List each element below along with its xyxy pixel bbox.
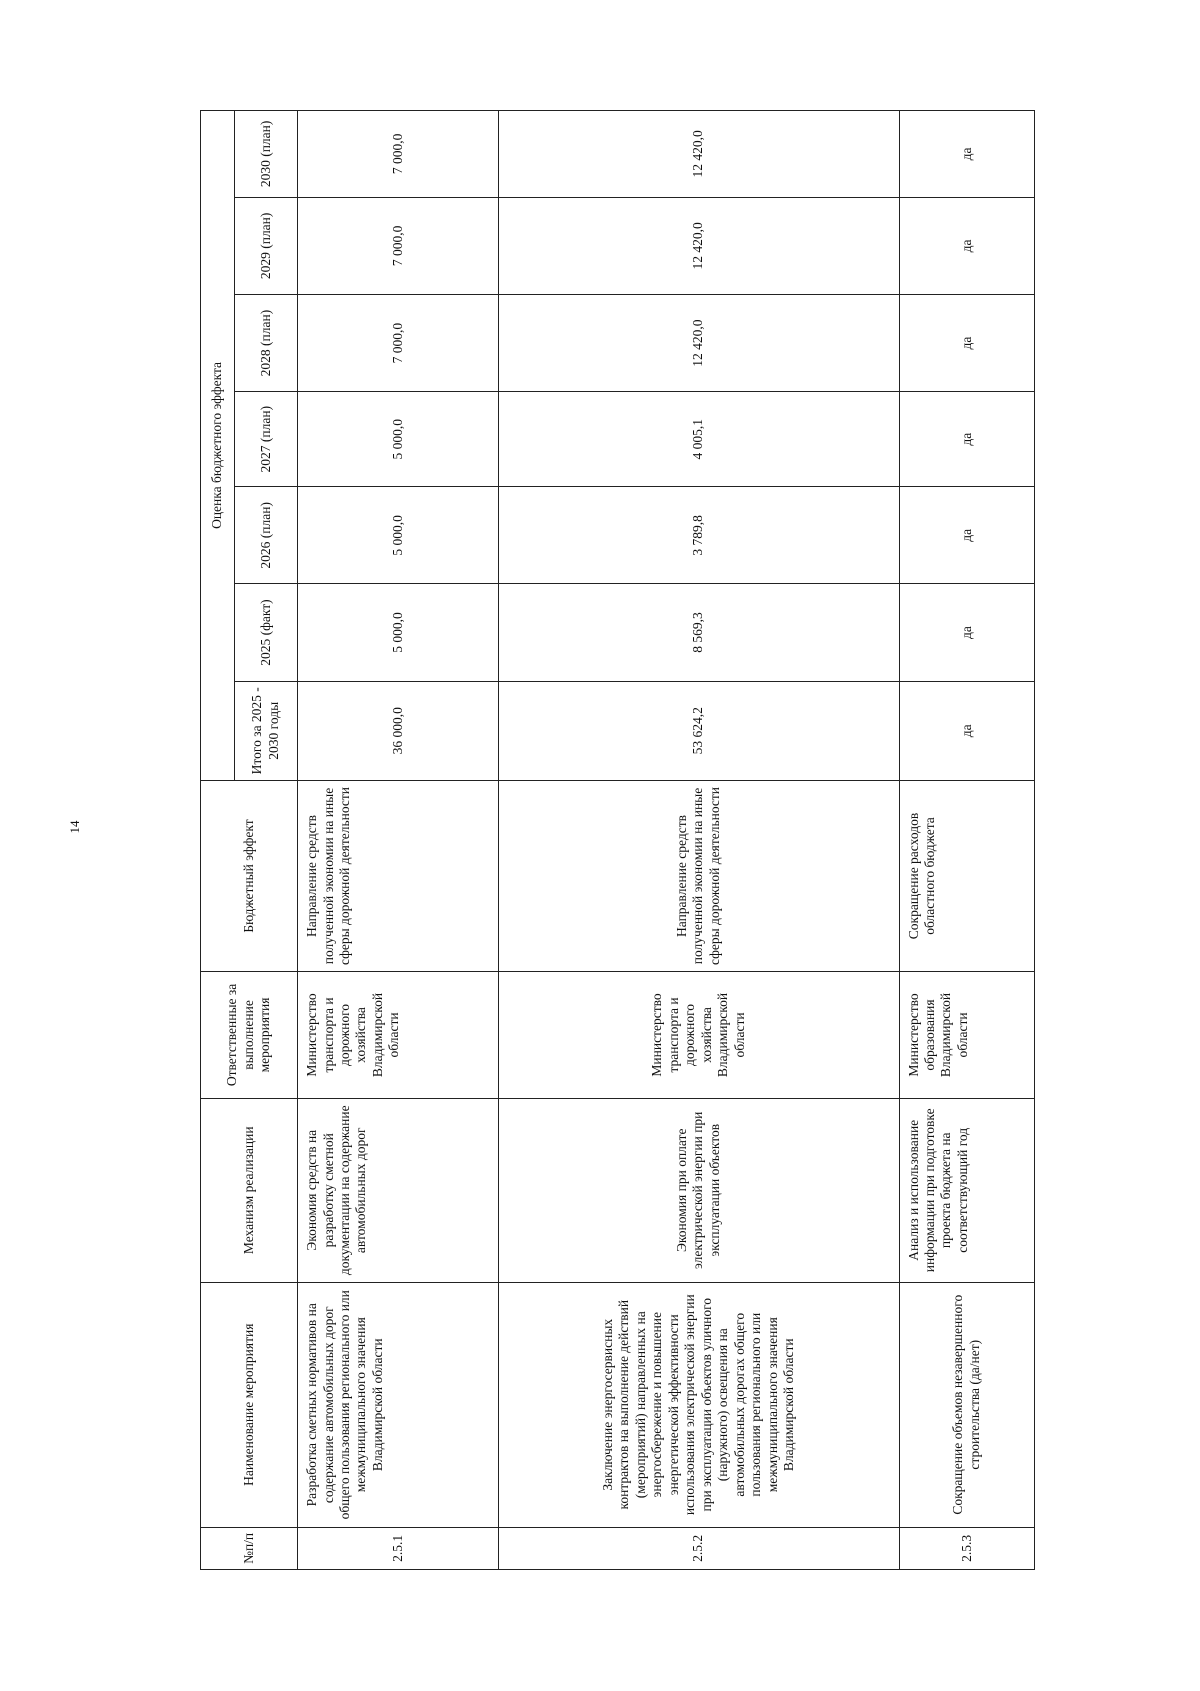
row-effect: Сокращение расходов областного бюджета (899, 780, 1034, 971)
header-num: №п/п (201, 1527, 298, 1569)
header-effect: Бюджетный эффект (201, 780, 298, 971)
header-year-2030: 2030 (план) (234, 111, 297, 198)
row-value-2028: 7 000,0 (298, 294, 499, 391)
row-name: Заключение энергосервисных контрактов на выполнение действий (мероприятий) направленных на энергосбережение и повышение энергетической эффективности использования электрической энергии при эксплуатации объектов уличного (наружного) освещения на автомобильных дорогах общего пользования регионального или межмуниципального значения Владимирской области (498, 1282, 899, 1527)
header-year-2026: 2026 (план) (234, 487, 297, 584)
header-year-2025: 2025 (факт) (234, 584, 297, 681)
page-number: 14 (67, 820, 82, 834)
rotated-table-container (200, 110, 1035, 1570)
header-year-total: Итого за 2025 - 2030 годы (234, 681, 297, 780)
row-value-2026: да (899, 487, 1034, 584)
row-mechanism: Анализ и использование информации при подготовке проекта бюджета на соответствующий год (899, 1098, 1034, 1282)
row-value-2030: 7 000,0 (298, 111, 499, 198)
row-value-2027: да (899, 392, 1034, 487)
row-value-2028: да (899, 294, 1034, 391)
row-value-2025: 5 000,0 (298, 584, 499, 681)
row-value-2025: да (899, 584, 1034, 681)
row-effect: Направление средств полученной экономии на иные сферы дорожной деятельности (498, 780, 899, 971)
row-value-2025: 8 569,3 (498, 584, 899, 681)
header-year-2027: 2027 (план) (234, 392, 297, 487)
header-name: Наименование мероприятия (201, 1282, 298, 1527)
row-value-2027: 4 005,1 (498, 392, 899, 487)
row-responsible: Министерство транспорта и дорожного хозяйства Владимирской области (498, 972, 899, 1099)
row-value-2030: 12 420,0 (498, 111, 899, 198)
row-num: 2.5.1 (298, 1527, 499, 1569)
table-row (498, 111, 899, 1570)
row-mechanism: Экономия средств на разработку сметной документации на содержание автомобильных дорог (298, 1098, 499, 1282)
table-row (298, 111, 499, 1570)
row-responsible: Министерство образования Владимирской области (899, 972, 1034, 1099)
row-mechanism: Экономия при оплате электрической энергии при эксплуатации объектов (498, 1098, 899, 1282)
row-responsible: Министерство транспорта и дорожного хозяйства Владимирской области (298, 972, 499, 1099)
row-value-total: да (899, 681, 1034, 780)
header-evaluation: Оценка бюджетного эффекта (201, 111, 235, 781)
row-value-2029: да (899, 197, 1034, 294)
header-mechanism: Механизм реализации (201, 1098, 298, 1282)
row-value-2026: 3 789,8 (498, 487, 899, 584)
row-num: 2.5.2 (498, 1527, 899, 1569)
row-name: Разработка сметных нормативов на содержание автомобильных дорог общего пользования регионального или межмуниципального значения Владимирской области (298, 1282, 499, 1527)
table-row (899, 111, 1034, 1570)
row-value-total: 53 624,2 (498, 681, 899, 780)
budget-effect-table (200, 110, 1035, 1570)
row-effect: Направление средств полученной экономии на иные сферы дорожной деятельности (298, 780, 499, 971)
row-value-2030: да (899, 111, 1034, 198)
row-num: 2.5.3 (899, 1527, 1034, 1569)
row-value-total: 36 000,0 (298, 681, 499, 780)
row-value-2029: 7 000,0 (298, 197, 499, 294)
row-value-2028: 12 420,0 (498, 294, 899, 391)
row-name: Сокращение объемов незавершенного строительства (да/нет) (899, 1282, 1034, 1527)
header-year-2029: 2029 (план) (234, 197, 297, 294)
row-value-2027: 5 000,0 (298, 392, 499, 487)
row-value-2026: 5 000,0 (298, 487, 499, 584)
header-year-2028: 2028 (план) (234, 294, 297, 391)
row-value-2029: 12 420,0 (498, 197, 899, 294)
header-responsible: Ответственные за выполнение мероприятия (201, 972, 298, 1099)
